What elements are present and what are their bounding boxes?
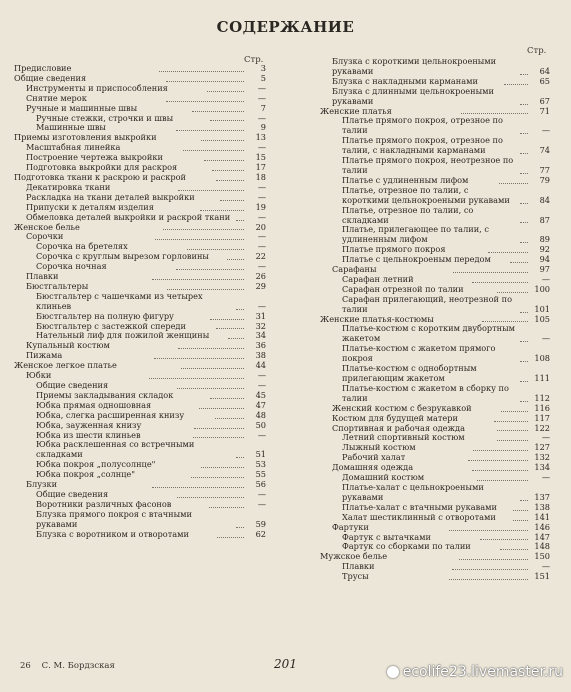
toc-entry-page: 141 xyxy=(534,511,550,522)
toc-entry-page: 50 xyxy=(255,419,267,430)
toc-entry-title: Женские платья-костюмы xyxy=(320,313,434,324)
leader-dots xyxy=(497,286,528,293)
toc-entry-page: 108 xyxy=(534,353,550,364)
toc-entry-title: Блузка с накладными карманами xyxy=(332,75,478,86)
toc-entry-page: — xyxy=(257,211,266,222)
leader-dots xyxy=(176,263,244,270)
leader-dots xyxy=(163,223,244,230)
leader-dots xyxy=(453,266,528,273)
toc-entry-page: — xyxy=(541,472,550,483)
leader-dots xyxy=(473,444,528,451)
toc-entry-page: 7 xyxy=(260,102,266,113)
toc-entry-page: — xyxy=(541,432,550,443)
toc-entry-page: 74 xyxy=(539,145,550,156)
toc-entry-title: Сорочка на бретелях xyxy=(36,241,128,252)
toc-entry-page: 147 xyxy=(534,531,551,542)
toc-entry-page: 20 xyxy=(255,221,266,232)
toc-entry-title: Построение чертежа выкройки xyxy=(26,152,163,163)
toc-entry-page: — xyxy=(257,181,266,192)
toc-entry-title: Платье, отрезное по талии, со складками xyxy=(342,204,474,225)
toc-entry-title: Сарафаны xyxy=(332,264,377,275)
toc-entry-page: 138 xyxy=(534,501,550,512)
toc-entry-title: Платье-халат с втачными рукавами xyxy=(342,501,497,512)
toc-entry-page: 137 xyxy=(534,491,550,502)
leader-dots xyxy=(177,382,244,389)
toc-entry-page: — xyxy=(257,92,267,103)
toc-entry-page: 92 xyxy=(539,244,551,255)
toc-entry-title: Блузка с короткими цельнокроеными рукавами xyxy=(332,56,497,76)
toc-entry-page: 44 xyxy=(255,360,267,371)
toc-entry-page: 101 xyxy=(534,303,550,314)
toc-entry xyxy=(320,57,550,77)
toc-entry-title: Общие сведения xyxy=(36,488,109,499)
leader-dots xyxy=(520,395,528,402)
toc-entry-title: Спортивная и рабочая одежда xyxy=(332,422,465,433)
toc-entry xyxy=(320,384,550,404)
leader-dots xyxy=(513,504,528,511)
toc-entry-title: Платье прямого покроя, неотрезное по талии xyxy=(342,155,514,175)
toc-entry-page: 127 xyxy=(534,442,551,453)
toc-entry-page: 65 xyxy=(539,75,550,86)
toc-entry-title: Бюстгальтер с чашечками из четырех клиньев xyxy=(36,290,203,311)
toc-entry-title: Летний спортивный костюм xyxy=(342,432,465,443)
leader-dots xyxy=(497,424,528,431)
toc-entry-page: 112 xyxy=(534,392,550,403)
toc-entry-page: 3 xyxy=(260,63,267,73)
toc-entry-page: 15 xyxy=(255,152,266,163)
toc-entry-page: 116 xyxy=(534,402,550,413)
toc-entry-title: Юбка покроя „полусолнце" xyxy=(36,459,156,470)
leader-dots xyxy=(236,214,244,221)
toc-entry-page: 26 xyxy=(255,271,266,282)
leader-dots xyxy=(494,415,528,422)
toc-entry-title: Декатировка ткани xyxy=(26,181,111,192)
toc-entry-title: Сарафан отрезной по талии xyxy=(342,283,464,294)
toc-entry-page: — xyxy=(257,261,266,272)
leader-dots xyxy=(513,514,528,521)
toc-entry-title: Платье, прилегающее по талии, с удлиненным лифом xyxy=(342,224,489,245)
toc-entry-page: 51 xyxy=(255,449,266,460)
toc-entry xyxy=(320,206,550,226)
leader-dots xyxy=(176,124,244,131)
leader-dots xyxy=(216,174,244,181)
toc-entry-title: Женское легкое платье xyxy=(14,360,117,371)
leader-dots xyxy=(477,474,528,481)
toc-entry-page: — xyxy=(541,273,551,284)
leader-dots xyxy=(520,68,528,75)
leader-dots xyxy=(480,533,528,540)
toc-entry-title: Блузка с длинными цельнокроеными рукавами xyxy=(332,85,494,106)
toc-entry-page: — xyxy=(257,429,267,440)
toc-entry xyxy=(14,510,266,530)
toc-entry-title: Блузка с воротником и отворотами xyxy=(36,528,189,539)
toc-entry-page: 105 xyxy=(534,313,550,324)
leader-dots xyxy=(178,342,244,349)
toc-entry xyxy=(320,186,550,206)
toc-entry-title: Плавки xyxy=(342,561,375,572)
toc-entry-title: Юбка расклешенная со встречными складками xyxy=(36,439,195,460)
leader-dots xyxy=(236,521,244,528)
toc-entry-page: 111 xyxy=(534,373,550,383)
toc-entry-page: — xyxy=(257,370,266,381)
leader-dots xyxy=(210,392,244,399)
footer-author: С. М. Бордзская xyxy=(41,661,115,671)
footer-page-number: 201 xyxy=(274,657,297,671)
leader-dots xyxy=(166,75,244,82)
toc-entry-title: Юбка прямая одношовная xyxy=(36,399,152,410)
leader-dots xyxy=(520,216,528,223)
leader-dots xyxy=(459,553,528,560)
toc-entry-page: 122 xyxy=(534,422,550,433)
toc-entry-page: 100 xyxy=(534,283,550,294)
leader-dots xyxy=(228,332,244,339)
leader-dots xyxy=(200,204,244,211)
leader-dots xyxy=(166,95,244,102)
toc-entry-title: Купальный костюм xyxy=(26,340,110,351)
leader-dots xyxy=(520,98,528,105)
toc-entry-page: — xyxy=(257,241,267,252)
toc-entry-title: Фартук с вытачками xyxy=(342,531,431,542)
toc-entry-page: 56 xyxy=(255,479,267,490)
toc-entry-page: 84 xyxy=(539,194,550,205)
toc-entry-title: Женское белье xyxy=(14,221,80,232)
leader-dots xyxy=(154,352,244,359)
toc-entry-page: — xyxy=(257,82,267,93)
leader-dots xyxy=(452,563,528,570)
leader-dots xyxy=(504,78,528,85)
toc-entry-page: 5 xyxy=(260,72,267,83)
toc-entry-title: Бюстгальтер с застежкой спереди xyxy=(36,320,186,331)
leader-dots xyxy=(520,197,528,204)
toc-entry-page: 89 xyxy=(539,234,550,245)
toc-entry-page: 97 xyxy=(539,264,551,275)
toc-entry-title: Рабочий халат xyxy=(342,452,406,463)
toc-entry-page: — xyxy=(541,561,550,572)
leader-dots xyxy=(520,147,528,154)
toc-entry xyxy=(320,523,550,533)
toc-entry-title: Домашняя одежда xyxy=(332,462,414,473)
footer-page-number-left: 26 xyxy=(20,661,31,671)
leader-dots xyxy=(472,276,528,283)
toc-entry-page: 134 xyxy=(534,462,551,473)
toc-entry-title: Общие сведения xyxy=(36,380,109,390)
toc-entry-title: Припуски к деталям изделия xyxy=(26,201,154,212)
toc-entry-page: 71 xyxy=(539,105,550,116)
toc-entry-title: Платье-халат с цельнокроеными рукавами xyxy=(342,481,484,502)
toc-entry xyxy=(320,116,550,136)
leader-dots xyxy=(468,454,528,461)
toc-entry-title: Юбка покроя „солнце" xyxy=(36,469,136,480)
toc-entry-page: 45 xyxy=(255,389,267,400)
toc-entry-page: — xyxy=(257,498,267,509)
leader-dots xyxy=(520,335,528,342)
leader-dots xyxy=(216,322,244,329)
leader-dots xyxy=(187,243,244,250)
toc-entry-page: 48 xyxy=(255,409,267,420)
leader-dots xyxy=(167,283,244,290)
toc-entry-page: 77 xyxy=(539,164,550,175)
toc-entry-title: Блузка прямого покроя с втачными рукавами xyxy=(36,508,192,529)
toc-entry xyxy=(320,364,550,384)
toc-entry xyxy=(14,530,266,540)
toc-entry-title: Костюм для будущей матери xyxy=(332,412,458,423)
circle-logo-icon xyxy=(387,666,399,678)
leader-dots xyxy=(192,105,244,112)
toc-entry-title: Подготовка выкройки для раскроя xyxy=(26,162,178,173)
toc-entry-page: — xyxy=(257,142,267,153)
toc-entry-page: 18 xyxy=(255,171,267,182)
leader-dots xyxy=(155,233,244,240)
toc-entry-title: Платье-костюм с однобортным прилегающим жакетом xyxy=(342,363,477,383)
leader-dots xyxy=(210,114,244,121)
leader-dots xyxy=(520,355,528,362)
leader-dots xyxy=(209,501,244,508)
toc-entry-page: 9 xyxy=(260,122,267,133)
leader-dots xyxy=(520,494,528,501)
toc-entry-title: Машинные швы xyxy=(36,122,106,133)
toc-entry-title: Юбка, зауженная книзу xyxy=(36,419,142,430)
toc-entry-title: Платье с цельнокроеным передом xyxy=(342,254,491,265)
toc-entry-title: Юбка из шести клиньев xyxy=(36,429,141,440)
toc-entry-title: Бюстгальтер на полную фигуру xyxy=(36,310,174,321)
toc-entry xyxy=(320,295,550,315)
right-column-header: Стр. xyxy=(527,46,547,56)
toc-entry-page: — xyxy=(541,333,550,344)
leader-dots xyxy=(149,372,244,379)
toc-entry-title: Раскладка на ткани деталей выкройки xyxy=(26,191,195,202)
toc-entry-title: Домашний костюм xyxy=(342,472,425,483)
leader-dots xyxy=(177,491,244,498)
toc-entry-title: Сорочка с круглым вырезом горловины xyxy=(36,251,209,262)
toc-entry-page: — xyxy=(257,231,267,242)
toc-left-column xyxy=(14,64,266,540)
toc-entry-page: 13 xyxy=(255,132,266,143)
toc-entry-title: Сарафан летний xyxy=(342,273,414,284)
leader-dots xyxy=(520,306,528,313)
leader-dots xyxy=(152,481,244,488)
toc-entry xyxy=(14,361,266,371)
left-column-header: Стр. xyxy=(244,55,264,65)
toc-entry-title: Общие сведения xyxy=(14,72,87,83)
leader-dots xyxy=(520,167,528,174)
toc-entry-page: 67 xyxy=(539,95,550,106)
toc-entry-title: Платье-костюм с жакетом в сборку по талии xyxy=(342,382,509,403)
toc-entry-title: Приемы закладывания складок xyxy=(36,389,174,400)
toc-entry-title: Ручные и машинные швы xyxy=(26,102,138,113)
toc-entry-title: Снятие мерок xyxy=(26,92,87,103)
toc-entry-page: 148 xyxy=(534,541,551,552)
toc-entry-page: 19 xyxy=(255,201,266,212)
leader-dots xyxy=(199,402,244,409)
toc-entry-page: 53 xyxy=(255,459,267,470)
toc-entry-title: Платье прямого покроя xyxy=(342,244,446,255)
leader-dots xyxy=(499,177,528,184)
toc-entry-page: 29 xyxy=(255,280,267,291)
toc-entry-page: 47 xyxy=(255,399,267,410)
leader-dots xyxy=(236,303,244,310)
toc-entry-page: 146 xyxy=(534,521,550,532)
leader-dots xyxy=(217,531,244,538)
page-title: СОДЕРЖАНИЕ xyxy=(216,18,355,36)
leader-dots xyxy=(227,253,244,260)
toc-entry xyxy=(320,136,550,156)
toc-right-column xyxy=(320,57,550,582)
toc-entry-page: — xyxy=(257,112,267,123)
toc-entry-page: 22 xyxy=(255,251,266,262)
leader-dots xyxy=(449,573,528,580)
toc-entry-page: 94 xyxy=(539,254,550,265)
toc-entry xyxy=(320,344,550,364)
toc-entry-title: Сорочка ночная xyxy=(36,261,107,272)
leader-dots xyxy=(520,236,528,243)
leader-dots xyxy=(204,154,244,161)
leader-dots xyxy=(201,134,244,141)
toc-entry-title: Платье, отрезное по талии, с короткими цельнокроеными рукавами xyxy=(342,184,510,205)
toc-entry xyxy=(320,324,550,344)
leader-dots xyxy=(220,194,244,201)
toc-entry-title: Платье с удлиненным лифом xyxy=(342,174,469,185)
toc-entry-page: 64 xyxy=(539,65,550,76)
toc-entry-page: — xyxy=(257,300,266,311)
leader-dots xyxy=(461,107,528,114)
leader-dots xyxy=(215,412,244,419)
toc-entry-page: 36 xyxy=(255,340,266,351)
toc-entry-title: Предисловие xyxy=(14,63,72,73)
toc-entry-page: 32 xyxy=(255,320,267,331)
toc-entry xyxy=(320,572,550,582)
toc-entry-title: Платье прямого покроя, отрезное по талии xyxy=(342,115,503,136)
toc-entry-title: Инструменты и приспособления xyxy=(26,82,168,93)
toc-entry-title: Сарафан прилегающий, неотрезной по талии xyxy=(342,293,512,314)
leader-dots xyxy=(520,127,528,134)
leader-dots xyxy=(152,273,244,280)
toc-entry-page: 17 xyxy=(255,162,266,173)
leader-dots xyxy=(194,422,244,429)
toc-entry-title: Фартуки xyxy=(332,521,369,532)
toc-entry-title: Платье-костюм с жакетом прямого покроя xyxy=(342,343,496,364)
toc-entry xyxy=(320,483,550,503)
leader-dots xyxy=(201,461,244,468)
leader-dots xyxy=(500,543,528,550)
toc-entry-title: Ручные стежки, строчки и швы xyxy=(36,112,174,123)
toc-entry-title: Нательный лиф для пожилой женщины xyxy=(36,330,210,341)
toc-entry-title: Пижама xyxy=(26,350,63,361)
leader-dots xyxy=(236,451,244,458)
leader-dots xyxy=(212,164,244,171)
toc-entry-title: Сорочки xyxy=(26,231,64,242)
watermark-text: ecolife23.livemaster.ru xyxy=(402,664,563,680)
leader-dots xyxy=(510,256,528,263)
toc-entry xyxy=(320,225,550,245)
leader-dots xyxy=(178,184,244,191)
toc-entry-page: 87 xyxy=(539,214,550,225)
toc-entry-title: Приемы изготовления выкройки xyxy=(14,132,157,143)
toc-entry-title: Юбки xyxy=(26,370,52,381)
toc-entry-title: Плавки xyxy=(26,271,59,282)
toc-entry-page: 79 xyxy=(539,174,550,185)
toc-entry-title: Халат шестиклинный с отворотами xyxy=(342,511,496,522)
toc-entry-page: — xyxy=(257,380,267,390)
toc-entry-title: Платье прямого покроя, отрезное по талии, с накладными карманами xyxy=(342,135,503,156)
toc-entry xyxy=(320,87,550,107)
toc-entry-page: 55 xyxy=(255,469,267,480)
toc-entry-title: Подготовка ткани к раскрою и раскрой xyxy=(14,171,187,182)
watermark xyxy=(387,664,563,680)
leader-dots xyxy=(183,144,244,151)
toc-entry-page: 117 xyxy=(534,412,550,423)
toc-entry-title: Платье-костюм с коротким двубортным жакетом xyxy=(342,323,516,344)
toc-entry-page: 34 xyxy=(255,330,266,341)
toc-entry-page: 150 xyxy=(534,551,550,562)
toc-entry-title: Фартук со сборками по талии xyxy=(342,541,471,552)
toc-entry-title: Лыжный костюм xyxy=(342,442,416,453)
leader-dots xyxy=(497,434,528,441)
toc-entry-title: Обмеловка деталей выкройки и раскрой ткани xyxy=(26,211,231,222)
toc-entry-page: 38 xyxy=(255,350,267,361)
toc-entry xyxy=(14,440,266,460)
leader-dots xyxy=(501,405,528,412)
leader-dots xyxy=(520,375,528,382)
toc-entry-page: — xyxy=(257,191,266,202)
leader-dots xyxy=(449,524,528,531)
leader-dots xyxy=(210,313,244,320)
toc-entry-title: Женский костюм с безрукавкой xyxy=(332,402,472,413)
toc-entry-title: Блузки xyxy=(26,479,58,490)
toc-entry xyxy=(320,156,550,176)
leader-dots xyxy=(191,471,244,478)
toc-entry-title: Воротники различных фасонов xyxy=(36,498,172,509)
toc-entry-page: 151 xyxy=(534,571,550,582)
toc-entry-title: Трусы xyxy=(342,571,369,582)
toc-entry-title: Женские платья xyxy=(320,105,392,116)
toc-entry-page: — xyxy=(541,125,550,136)
toc-entry-page: 31 xyxy=(255,310,266,321)
leader-dots xyxy=(181,362,244,369)
toc-entry-page: 59 xyxy=(255,518,266,529)
toc-entry-page: — xyxy=(257,488,267,499)
leader-dots xyxy=(207,85,244,92)
toc-entry-title: Юбка, слегка расширенная книзу xyxy=(36,409,185,420)
toc-entry-page: 132 xyxy=(534,452,551,463)
toc-entry-title: Масштабная линейка xyxy=(26,142,121,153)
toc-entry-title: Бюстгальтеры xyxy=(26,280,89,291)
leader-dots xyxy=(472,464,528,471)
leader-dots xyxy=(482,315,528,322)
toc-entry-page: 62 xyxy=(255,528,266,539)
leader-dots xyxy=(159,65,244,72)
toc-entry xyxy=(14,292,266,312)
toc-entry-title: Мужское белье xyxy=(320,551,388,562)
toc-entry xyxy=(14,213,266,223)
leader-dots xyxy=(488,246,528,253)
leader-dots xyxy=(193,431,244,438)
